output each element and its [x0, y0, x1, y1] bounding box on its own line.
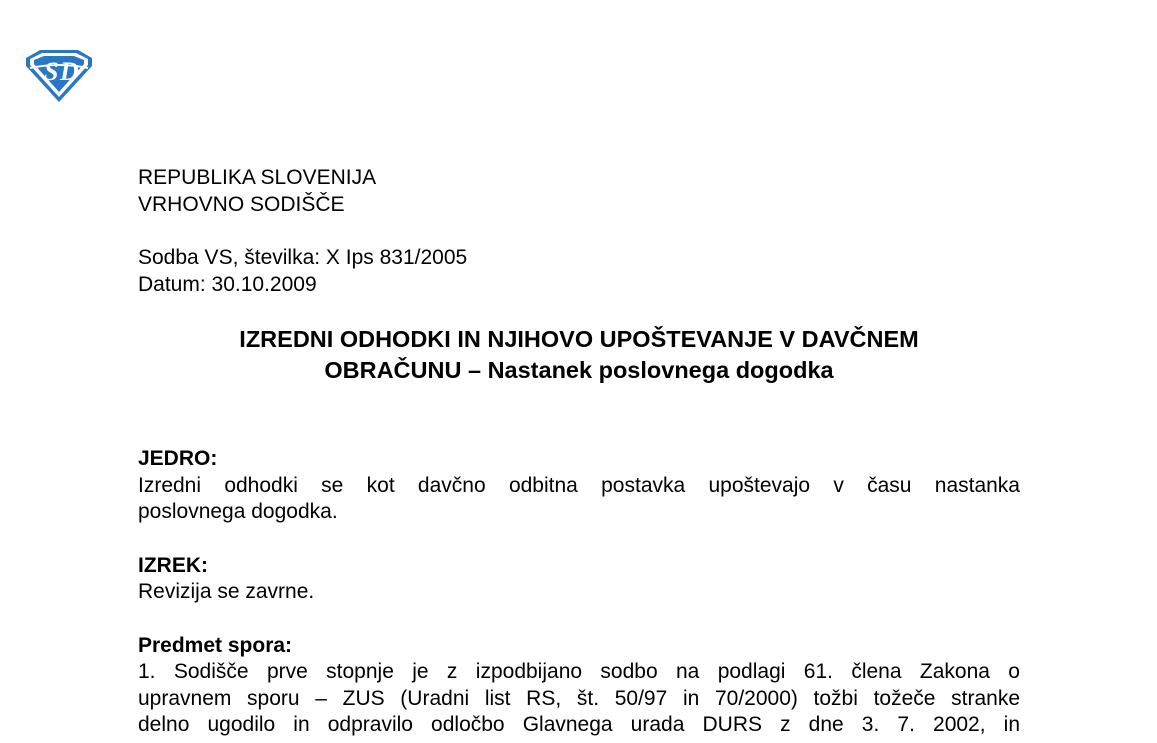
document-title	[138, 324, 1020, 386]
section-jedro	[138, 446, 1020, 526]
section-izrek	[138, 553, 1020, 606]
predmet-line-3: delno ugodilo in odpravilo odločbo Glavnega urada DURS z dne 3. 7. 2002, in	[138, 713, 1020, 736]
document-page	[138, 165, 1020, 739]
case-number: Sodba VS, številka: X Ips 831/2005	[138, 246, 468, 269]
jedro-line-2: poslovnega dogodka.	[138, 500, 338, 523]
predmet-line-1: 1. Sodišče prve stopnje je z izpodbijano sodbo na podlagi 61. člena Zakona o	[138, 660, 1020, 683]
izrek-text: Revizija se zavrne.	[138, 580, 315, 603]
header-court: VRHOVNO SODIŠČE	[138, 192, 345, 216]
svg-text:S: S	[44, 57, 59, 86]
title-line-2: OBRAČUNU – Nastanek poslovnega dogodka	[324, 357, 834, 383]
predmet-line-2: upravnem sporu – ZUS (Uradni list RS, št. 50/97 in 70/2000) tožbi tožeče stranke	[138, 686, 1020, 710]
title-line-1: IZREDNI ODHODKI IN NJIHOVO UPOŠTEVANJE V DAVČNEM	[239, 326, 919, 352]
header-republic: REPUBLIKA SLOVENIJA	[138, 166, 377, 189]
jedro-heading: JEDRO:	[138, 447, 218, 470]
izrek-heading: IZREK:	[138, 553, 208, 577]
section-predmet-spora	[138, 633, 1020, 739]
jedro-line-1: Izredni odhodki se kot davčno odbitna postavka upoštevajo v času nastanka	[138, 473, 1020, 497]
predmet-heading: Predmet spora:	[138, 633, 293, 657]
decision-date: Datum: 30.10.2009	[138, 272, 317, 296]
court-logo-icon	[22, 48, 96, 104]
svg-text:D: D	[60, 57, 79, 86]
